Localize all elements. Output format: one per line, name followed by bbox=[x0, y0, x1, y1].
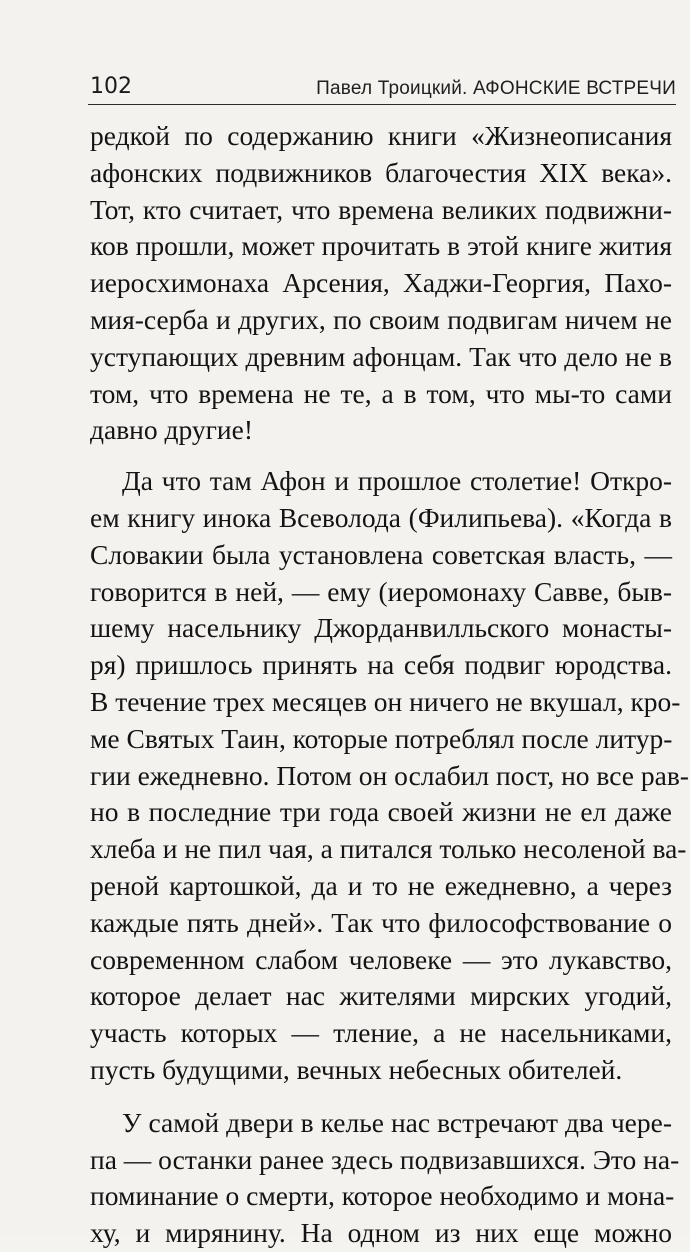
text-line: гии ежедневно. Потом он ослабил пост, но все рав- bbox=[90, 759, 689, 791]
text-line: поминание о смерти, которое необходимо и мона- bbox=[90, 1180, 675, 1212]
text-line: редкой по содержанию книги «Жизнеописания bbox=[90, 120, 672, 151]
text-line: ем книгу инока Всеволода (Филипьева). «Когда в bbox=[90, 501, 672, 533]
text-line: говорится в ней, — ему (иеромонаху Савве, быв- bbox=[90, 575, 672, 607]
running-head: Павел Троицкий. АФОНСКИЕ ВСТРЕЧИ bbox=[316, 78, 676, 99]
page-header bbox=[88, 72, 676, 105]
text-line: уступающих древним афонцам. Так что дело не в bbox=[90, 340, 672, 372]
text-line: мия-серба и других, по своим подвигам ничем не bbox=[90, 303, 672, 335]
text-line: ме Святых Таин, которые потреблял после литур- bbox=[90, 722, 673, 754]
text-line: но в последние три года своей жизни не ел даже bbox=[90, 796, 672, 828]
text-line: реной картошкой, да и то не ежедневно, а через bbox=[90, 869, 672, 901]
text-line: участь которых — тление, а не насельниками, bbox=[90, 1017, 672, 1049]
text-line: пусть будущими, вечных небесных обителей. bbox=[90, 1053, 623, 1085]
text-line: иеросхимонаха Арсения, Хаджи-Георгия, Пахо- bbox=[90, 267, 672, 299]
text-line: современном слабом человеке — это лукавство, bbox=[90, 943, 672, 975]
text-line: ря) пришлось принять на себя подвиг юродства. bbox=[90, 649, 672, 681]
text-line: Словакии была установлена советская власть, — bbox=[90, 538, 672, 570]
text-line: ков прошли, может прочитать в этой книге жития bbox=[90, 230, 672, 262]
text-line: Тот, кто считает, что времена великих подвижни- bbox=[90, 193, 672, 225]
text-line: том, что времена не те, а в том, что мы-то сами bbox=[90, 377, 672, 409]
text-line: давно другие! bbox=[90, 414, 254, 446]
text-line: хлеба и не пил чая, а питался только несоленой ва- bbox=[90, 833, 687, 865]
text-line: У самой двери в келье нас встречают два чере- bbox=[122, 1106, 672, 1138]
text-line: Да что там Афон и прошлое столетие! Откро- bbox=[122, 465, 672, 497]
text-line: па — останки ранее здесь подвизавшихся. Это на- bbox=[90, 1143, 680, 1175]
text-line: которое делает нас жителями мирских угодий, bbox=[90, 980, 672, 1012]
body-text bbox=[90, 118, 689, 1252]
page-number: 102 bbox=[90, 74, 132, 99]
text-line: афонских подвижников благочестия XIX века». bbox=[90, 156, 672, 188]
text-line: ху, и мирянину. На одном из них еще можно bbox=[90, 1217, 672, 1249]
text-line: В течение трех месяцев он ничего не вкушал, кро- bbox=[90, 685, 681, 717]
text-line: каждые пять дней». Так что философствование о bbox=[90, 906, 672, 938]
text-line: шему насельнику Джорданвилльского монасты- bbox=[90, 612, 672, 644]
